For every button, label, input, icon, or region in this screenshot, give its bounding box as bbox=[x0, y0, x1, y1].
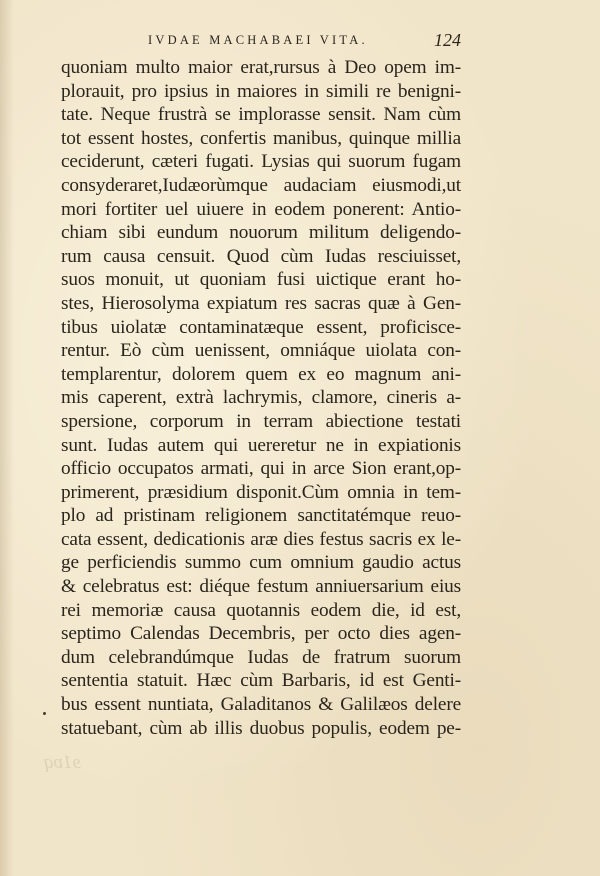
text-line: plorauit, pro ipsius in maiores in simili re benigni- bbox=[61, 80, 461, 102]
bleed-through-text: ɘ1ɒq bbox=[44, 752, 81, 773]
text-line: septimo Calendas Decembris, per octo dies agen- bbox=[61, 623, 461, 645]
text-line: sunt. Iudas autem qui uereretur ne in expiationis bbox=[61, 434, 461, 456]
text-line: rentur. Eò cùm uenissent, omniáque uiolata con- bbox=[61, 340, 461, 362]
text-line: templarentur, dolorem quem ex eo magnum ani- bbox=[61, 363, 461, 385]
gutter-shadow bbox=[0, 0, 14, 876]
text-line: quoniam multo maior erat,rursus à Deo opem im- bbox=[61, 57, 461, 78]
text-line: & celebratus est: diéque festum anniuersarium eius bbox=[61, 576, 461, 598]
text-line: ge perficiendis summo cum omnium gaudio actus bbox=[61, 552, 461, 574]
text-line: consyderaret,Iudæorùmque audaciam eiusmodi,ut bbox=[61, 174, 461, 196]
text-line: tate. Neque frustrà se implorasse sensit. Nam cùm bbox=[61, 104, 461, 126]
text-line: dum celebrandúmque Iudas de fratrum suorum bbox=[61, 646, 461, 668]
text-line: rei memoriæ causa quotannis eodem die, id est, bbox=[61, 599, 461, 621]
text-line: statuebant, cùm ab illis duobus populis, eodem pe- bbox=[61, 717, 461, 739]
text-line: tot essent hostes, confertis manibus, quinque millia bbox=[61, 127, 461, 149]
text-line: rum causa censuit. Quod cùm Iudas resciuisset, bbox=[61, 245, 461, 267]
text-line: suos monuit, ut quoniam fusi uictique erant ho- bbox=[61, 269, 461, 291]
text-line: chiam sibi eundum nouorum militum deligendo- bbox=[61, 222, 461, 244]
text-line: cata essent, dedicationis aræ dies festus sacris ex le- bbox=[61, 528, 461, 550]
text-line: mori fortiter uel uiuere in eodem ponerent: Antio- bbox=[61, 198, 461, 220]
text-line: mis caperent, extrà lachrymis, clamore, cineris a- bbox=[61, 387, 461, 409]
text-line: officio occupatos armati, qui in arce Sion erant,op- bbox=[61, 458, 461, 480]
text-line: ceciderunt, cæteri fugati. Lysias qui suorum fugam bbox=[61, 151, 461, 173]
running-head: IVDAE MACHABAEI VITA. bbox=[148, 33, 368, 47]
text-line: tibus uiolatæ contaminatæque essent, proficisce- bbox=[61, 316, 461, 338]
body-text bbox=[61, 56, 461, 740]
text-line: sententia statuit. Hæc cùm Barbaris, id est Genti- bbox=[61, 670, 461, 692]
text-line: spersione, corporum in terram abiectione testati bbox=[61, 410, 461, 432]
margin-mark bbox=[43, 712, 46, 715]
text-line: stes, Hierosolyma expiatum res sacras quæ à Gen- bbox=[61, 292, 461, 314]
text-line: bus essent nuntiata, Galaditanos & Galilæos delere bbox=[61, 694, 461, 716]
text-line: primerent, præsidium disponit.Cùm omnia in tem- bbox=[61, 481, 461, 503]
text-line: plo ad pristinam religionem sanctitatémque reuo- bbox=[61, 505, 461, 527]
page-number: 124 bbox=[434, 30, 461, 50]
